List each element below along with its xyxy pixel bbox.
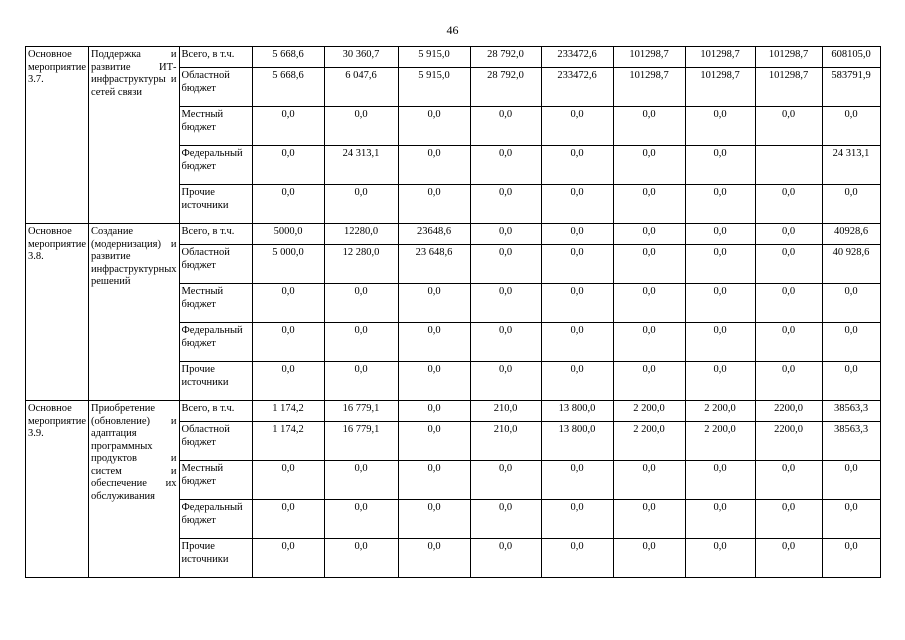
value-cell: 12 280,0 [324, 245, 398, 284]
value-cell: 0,0 [685, 461, 755, 500]
value-cell: 16 779,1 [324, 422, 398, 461]
value-cell: 0,0 [822, 539, 880, 578]
value-cell: 0,0 [685, 146, 755, 185]
value-cell: 0,0 [685, 500, 755, 539]
value-cell: 0,0 [541, 284, 613, 323]
value-cell: 0,0 [685, 245, 755, 284]
funding-source: Областной бюджет [179, 245, 252, 284]
value-cell: 1 174,2 [252, 401, 324, 422]
value-cell: 23648,6 [398, 224, 470, 245]
funding-source: Федеральный бюджет [179, 146, 252, 185]
value-cell: 5 915,0 [398, 47, 470, 68]
value-cell: 0,0 [541, 185, 613, 224]
value-cell: 0,0 [685, 323, 755, 362]
activity-description: Поддержка и развитие ИТ-инфраструктуры и сетей связи [88, 47, 179, 224]
value-cell: 0,0 [470, 284, 541, 323]
value-cell: 16 779,1 [324, 401, 398, 422]
activity-name: Основное мероприятие 3.9. [26, 401, 89, 578]
value-cell: 0,0 [252, 539, 324, 578]
value-cell: 0,0 [755, 362, 822, 401]
value-cell: 583791,9 [822, 68, 880, 107]
value-cell: 0,0 [822, 323, 880, 362]
funding-source: Местный бюджет [179, 107, 252, 146]
value-cell: 0,0 [541, 500, 613, 539]
value-cell: 1 174,2 [252, 422, 324, 461]
value-cell: 24 313,1 [324, 146, 398, 185]
value-cell: 0,0 [822, 500, 880, 539]
value-cell: 0,0 [470, 245, 541, 284]
value-cell: 0,0 [252, 107, 324, 146]
value-cell: 0,0 [252, 146, 324, 185]
value-cell: 608105,0 [822, 47, 880, 68]
value-cell: 0,0 [398, 500, 470, 539]
value-cell: 0,0 [755, 284, 822, 323]
value-cell: 0,0 [822, 107, 880, 146]
value-cell: 0,0 [398, 284, 470, 323]
value-cell: 0,0 [613, 146, 685, 185]
value-cell [755, 146, 822, 185]
value-cell: 5 668,6 [252, 68, 324, 107]
value-cell: 0,0 [613, 107, 685, 146]
value-cell: 13 800,0 [541, 422, 613, 461]
value-cell: 28 792,0 [470, 68, 541, 107]
value-cell: 2 200,0 [613, 422, 685, 461]
value-cell: 13 800,0 [541, 401, 613, 422]
value-cell: 0,0 [685, 284, 755, 323]
activity-description: Создание (модернизация) и развитие инфраструктурных решений [88, 224, 179, 401]
value-cell: 23 648,6 [398, 245, 470, 284]
value-cell: 0,0 [541, 107, 613, 146]
value-cell: 0,0 [541, 461, 613, 500]
value-cell: 28 792,0 [470, 47, 541, 68]
value-cell: 0,0 [541, 323, 613, 362]
value-cell: 0,0 [398, 146, 470, 185]
funding-source: Федеральный бюджет [179, 500, 252, 539]
table-row [26, 224, 881, 245]
value-cell: 0,0 [755, 107, 822, 146]
value-cell: 0,0 [470, 362, 541, 401]
value-cell: 0,0 [541, 362, 613, 401]
value-cell: 0,0 [822, 185, 880, 224]
value-cell: 0,0 [324, 500, 398, 539]
value-cell: 0,0 [324, 284, 398, 323]
value-cell: 6 047,6 [324, 68, 398, 107]
value-cell: 40 928,6 [822, 245, 880, 284]
value-cell: 0,0 [398, 461, 470, 500]
value-cell: 0,0 [252, 500, 324, 539]
value-cell: 0,0 [324, 107, 398, 146]
value-cell: 0,0 [755, 461, 822, 500]
value-cell: 0,0 [470, 500, 541, 539]
value-cell: 0,0 [252, 284, 324, 323]
value-cell: 210,0 [470, 422, 541, 461]
value-cell: 0,0 [685, 539, 755, 578]
value-cell: 0,0 [470, 539, 541, 578]
page-number: 46 [446, 23, 459, 37]
value-cell: 0,0 [470, 224, 541, 245]
table-row [26, 47, 881, 68]
value-cell: 5 915,0 [398, 68, 470, 107]
value-cell: 0,0 [822, 461, 880, 500]
value-cell: 0,0 [541, 146, 613, 185]
value-cell: 12280,0 [324, 224, 398, 245]
value-cell: 24 313,1 [822, 146, 880, 185]
value-cell: 0,0 [470, 323, 541, 362]
funding-source: Местный бюджет [179, 284, 252, 323]
value-cell: 0,0 [613, 539, 685, 578]
value-cell: 0,0 [324, 185, 398, 224]
value-cell: 0,0 [685, 185, 755, 224]
value-cell: 0,0 [541, 224, 613, 245]
value-cell: 2 200,0 [613, 401, 685, 422]
value-cell: 0,0 [324, 461, 398, 500]
value-cell: 0,0 [755, 224, 822, 245]
value-cell: 0,0 [398, 422, 470, 461]
activity-description: Приобретение (обновление) и адаптация программных продуктов и систем и обеспечение их обслуживания [88, 401, 179, 578]
value-cell: 0,0 [324, 362, 398, 401]
value-cell: 101298,7 [755, 47, 822, 68]
value-cell: 0,0 [470, 461, 541, 500]
value-cell: 0,0 [822, 284, 880, 323]
value-cell: 0,0 [685, 362, 755, 401]
value-cell: 101298,7 [685, 47, 755, 68]
value-cell: 0,0 [252, 323, 324, 362]
funding-source: Прочие источники [179, 185, 252, 224]
value-cell: 0,0 [613, 224, 685, 245]
value-cell: 0,0 [685, 224, 755, 245]
value-cell: 0,0 [613, 362, 685, 401]
funding-source: Всего, в т.ч. [179, 224, 252, 245]
value-cell: 0,0 [755, 539, 822, 578]
value-cell: 38563,3 [822, 422, 880, 461]
value-cell: 0,0 [613, 323, 685, 362]
funding-source: Областной бюджет [179, 68, 252, 107]
value-cell: 0,0 [324, 539, 398, 578]
value-cell: 40928,6 [822, 224, 880, 245]
value-cell: 2200,0 [755, 422, 822, 461]
value-cell: 0,0 [398, 539, 470, 578]
value-cell: 0,0 [324, 323, 398, 362]
value-cell: 0,0 [613, 245, 685, 284]
value-cell: 2200,0 [755, 401, 822, 422]
value-cell: 233472,6 [541, 68, 613, 107]
funding-source: Федеральный бюджет [179, 323, 252, 362]
value-cell: 0,0 [613, 185, 685, 224]
funding-source: Всего, в т.ч. [179, 401, 252, 422]
funding-source: Местный бюджет [179, 461, 252, 500]
value-cell: 0,0 [541, 539, 613, 578]
value-cell: 0,0 [541, 245, 613, 284]
value-cell: 101298,7 [755, 68, 822, 107]
value-cell: 0,0 [398, 185, 470, 224]
value-cell: 233472,6 [541, 47, 613, 68]
value-cell: 0,0 [755, 500, 822, 539]
value-cell: 0,0 [470, 146, 541, 185]
activity-name: Основное мероприятие 3.8. [26, 224, 89, 401]
funding-source: Прочие источники [179, 362, 252, 401]
value-cell: 2 200,0 [685, 422, 755, 461]
funding-source: Всего, в т.ч. [179, 47, 252, 68]
value-cell: 0,0 [398, 107, 470, 146]
value-cell: 0,0 [755, 185, 822, 224]
value-cell: 5 000,0 [252, 245, 324, 284]
value-cell: 0,0 [685, 107, 755, 146]
value-cell: 101298,7 [613, 68, 685, 107]
value-cell: 30 360,7 [324, 47, 398, 68]
value-cell: 0,0 [398, 362, 470, 401]
value-cell: 0,0 [398, 401, 470, 422]
value-cell: 0,0 [252, 362, 324, 401]
value-cell: 101298,7 [613, 47, 685, 68]
value-cell: 5 668,6 [252, 47, 324, 68]
value-cell: 0,0 [470, 185, 541, 224]
value-cell: 0,0 [252, 185, 324, 224]
value-cell: 0,0 [613, 461, 685, 500]
budget-table [25, 46, 881, 578]
value-cell: 2 200,0 [685, 401, 755, 422]
value-cell: 0,0 [613, 284, 685, 323]
activity-name: Основное мероприятие 3.7. [26, 47, 89, 224]
value-cell: 210,0 [470, 401, 541, 422]
value-cell: 0,0 [252, 461, 324, 500]
value-cell: 0,0 [755, 323, 822, 362]
funding-source: Областной бюджет [179, 422, 252, 461]
value-cell: 38563,3 [822, 401, 880, 422]
table-row [26, 401, 881, 422]
value-cell: 0,0 [470, 107, 541, 146]
value-cell: 0,0 [755, 245, 822, 284]
value-cell: 5000,0 [252, 224, 324, 245]
funding-source: Прочие источники [179, 539, 252, 578]
value-cell: 0,0 [398, 323, 470, 362]
value-cell: 0,0 [613, 500, 685, 539]
value-cell: 101298,7 [685, 68, 755, 107]
value-cell: 0,0 [822, 362, 880, 401]
table-body [26, 47, 881, 578]
